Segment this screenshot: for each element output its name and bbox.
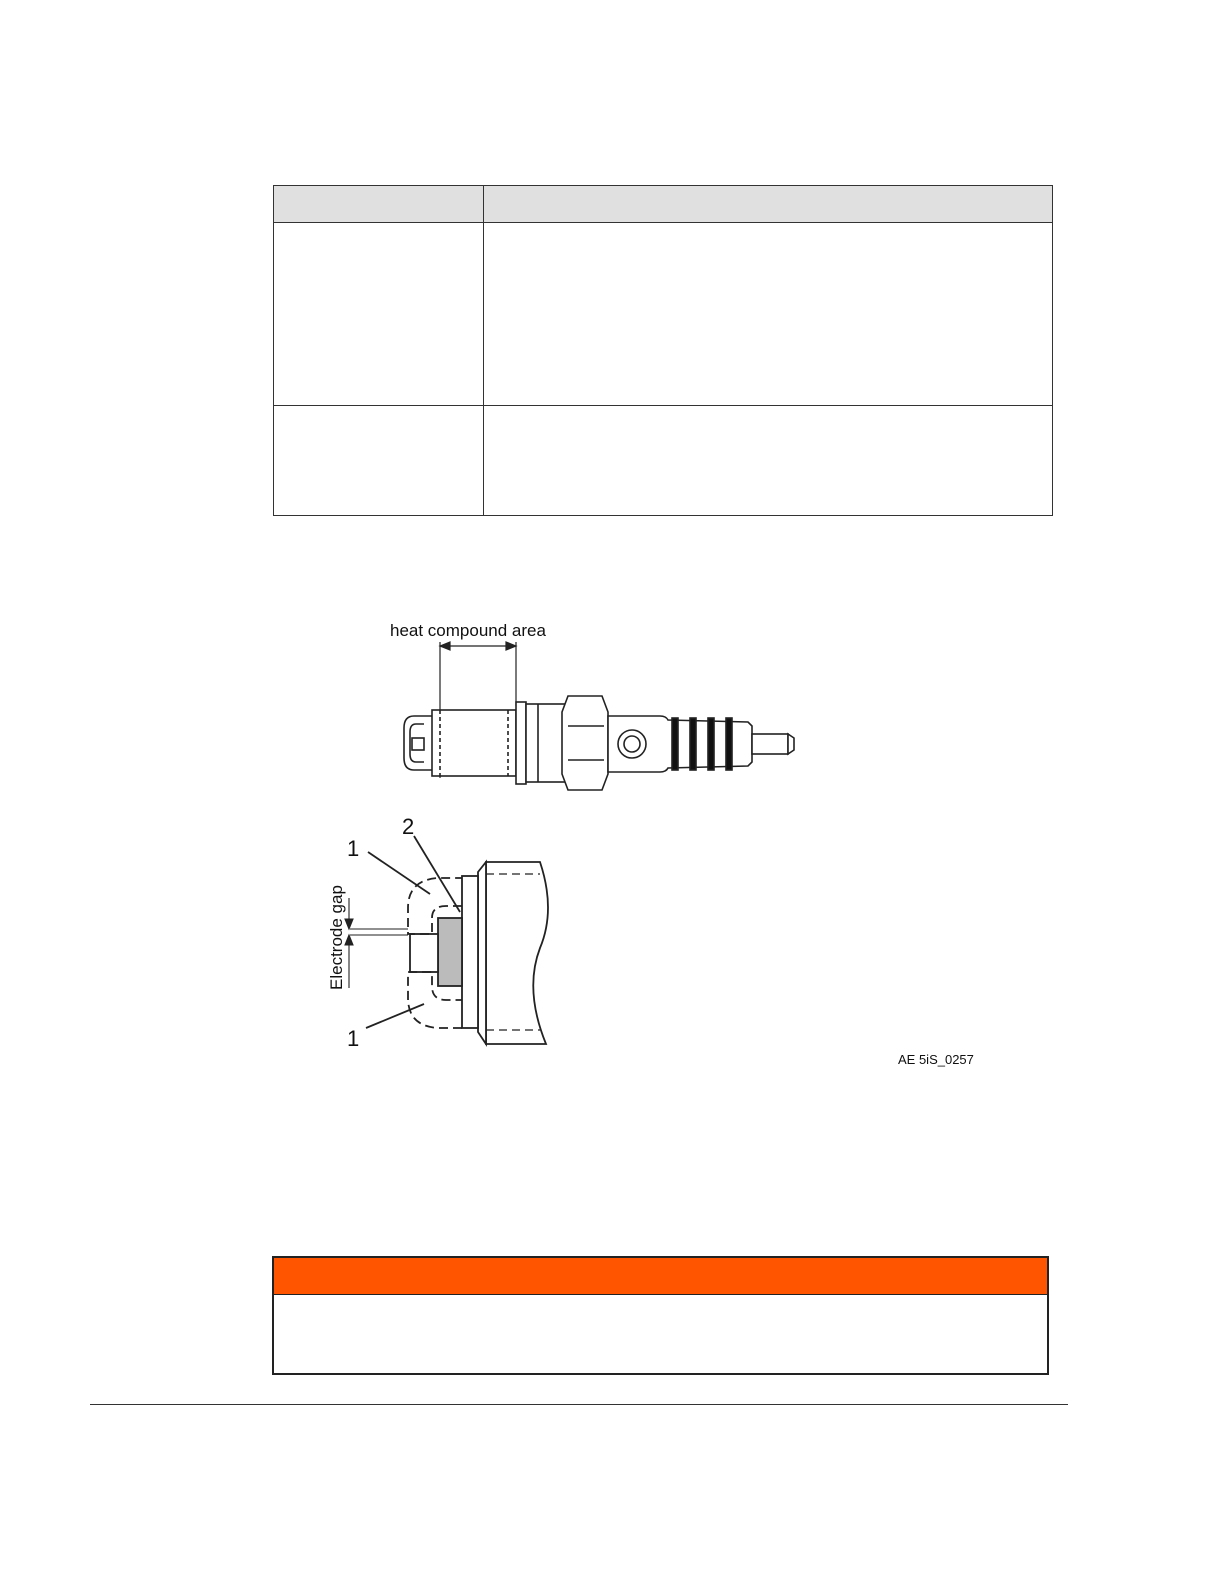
spark-plug-side-view <box>404 696 794 790</box>
table-cell <box>274 223 484 406</box>
footer-rule <box>90 1404 1068 1405</box>
warning-header <box>274 1258 1047 1295</box>
table-cell <box>484 223 1053 406</box>
callout-1-top: 1 <box>347 836 360 861</box>
callout-2: 2 <box>402 814 415 839</box>
spark-plug-figure <box>320 610 1000 1080</box>
table-header-cell <box>274 186 484 223</box>
heat-compound-label: heat compound area <box>390 621 546 640</box>
table-header-cell <box>484 186 1053 223</box>
table-row <box>274 406 1053 516</box>
table-row <box>274 223 1053 406</box>
electrode-gap-dimension <box>345 898 408 988</box>
table-cell <box>274 406 484 516</box>
callout-1-bottom: 1 <box>347 1026 360 1051</box>
table-header-row <box>274 186 1053 223</box>
electrode-gap-label: Electrode gap <box>327 885 346 990</box>
table-cell <box>484 406 1053 516</box>
spec-table <box>273 185 1053 516</box>
spark-plug-illustration <box>320 610 1000 1080</box>
electrode-gap-detail <box>408 862 548 1044</box>
figure-id: AE 5iS_0257 <box>898 1052 974 1067</box>
warning-box <box>272 1256 1049 1375</box>
